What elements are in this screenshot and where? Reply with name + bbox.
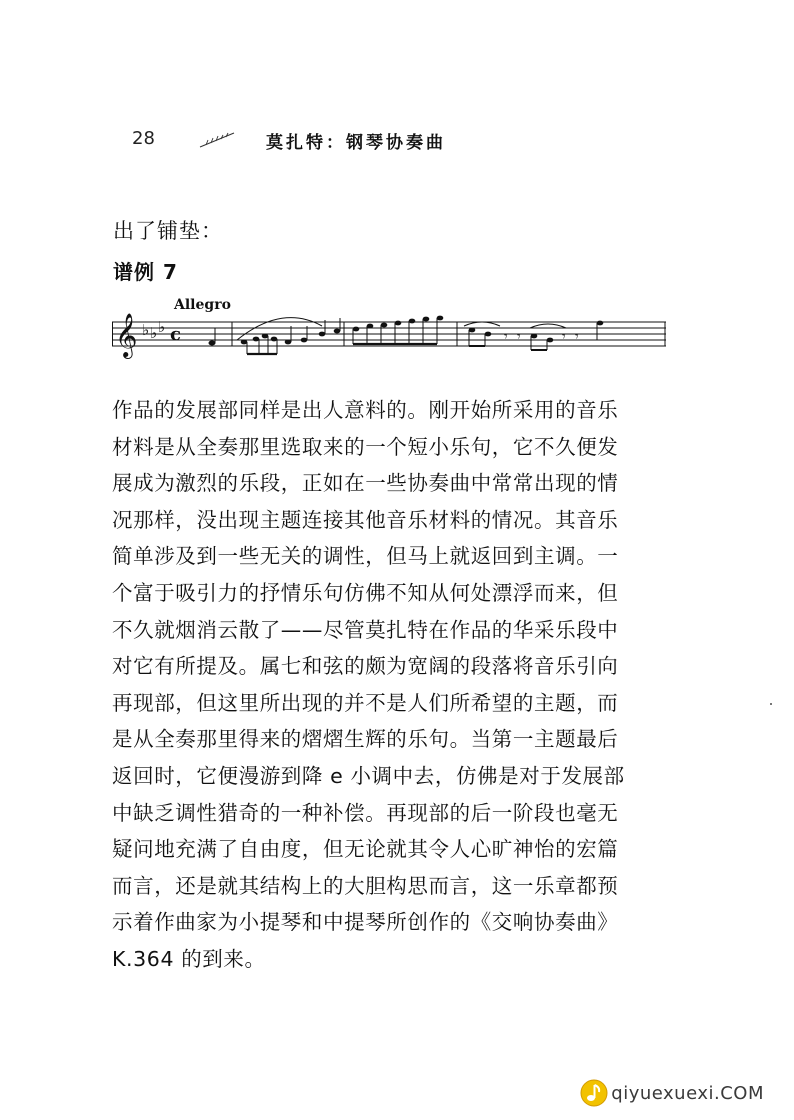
running-title: 莫扎特：钢琴协奏曲	[266, 133, 446, 153]
svg-text:𝄾: 𝄾	[562, 329, 566, 345]
site-watermark	[579, 1078, 764, 1108]
svg-text:𝄞: 𝄞	[115, 313, 138, 357]
body-line: 材料是从全奏那里选取来的一个短小乐句，它不久便发	[112, 434, 619, 459]
body-line: 再现部，但这里所出现的并不是人们所希望的主题，而	[112, 690, 619, 715]
body-line: 是从全奏那里得来的熠熠生辉的乐句。当第一主题最后	[112, 727, 619, 752]
body-line: 不久就烟消云散了——尽管莫扎特在作品的华采乐段中	[112, 617, 619, 642]
svg-text:c: c	[170, 324, 181, 345]
body-line: 对它有所提及。属七和弦的颇为宽阔的段落将音乐引向	[112, 654, 619, 679]
body-line: 展成为激烈的乐段，正如在一些协奏曲中常常出现的情	[112, 471, 619, 496]
body-line: 而言，还是就其结构上的大胆构思而言，这一乐章都预	[112, 873, 619, 898]
svg-text:𝄾: 𝄾	[504, 329, 508, 345]
tempo-marking: Allegro	[174, 297, 231, 313]
page-number: 28	[132, 128, 155, 149]
body-line: 简单涉及到一些无关的调性，但马上就返回到主调。一	[112, 544, 619, 569]
body-line: 中缺乏调性猎奇的一种补偿。再现部的后一阶段也毫无	[112, 800, 619, 825]
svg-text:𝄾: 𝄾	[575, 329, 579, 345]
scan-speck	[770, 703, 772, 705]
body-line: 疑问地充满了自由度，但无论就其令人心旷神怡的宏篇	[112, 837, 619, 862]
example-label: 谱例 7	[113, 260, 178, 284]
body-line: 个富于吸引力的抒情乐句仿佛不知从何处漂浮而来，但	[112, 580, 619, 605]
page-header	[132, 128, 632, 158]
svg-text:𝄾: 𝄾	[517, 329, 521, 345]
body-paragraph	[112, 392, 692, 978]
svg-text:♭: ♭	[158, 318, 166, 336]
body-line: 况那样，没出现主题连接其他音乐材料的情况。其音乐	[112, 507, 619, 532]
feather-ornament-icon	[198, 130, 238, 150]
music-note-logo-icon	[579, 1078, 609, 1108]
body-line: 示着作曲家为小提琴和中提琴所创作的《交响协奏曲》	[112, 910, 619, 935]
body-line: K.364 的到来。	[112, 946, 266, 971]
body-line: 作品的发展部同样是出人意料的。刚开始所采用的音乐	[112, 398, 619, 422]
body-line: 返回时，它便漫游到降 e 小调中去，仿佛是对于发展部	[112, 763, 625, 788]
intro-line: 出了铺垫：	[113, 219, 223, 243]
music-staff	[112, 296, 672, 366]
svg-text:♭: ♭	[142, 321, 150, 339]
watermark-text: qiyuexuexi.COM	[611, 1082, 764, 1104]
music-example	[112, 296, 672, 366]
svg-text:♭: ♭	[150, 324, 158, 342]
